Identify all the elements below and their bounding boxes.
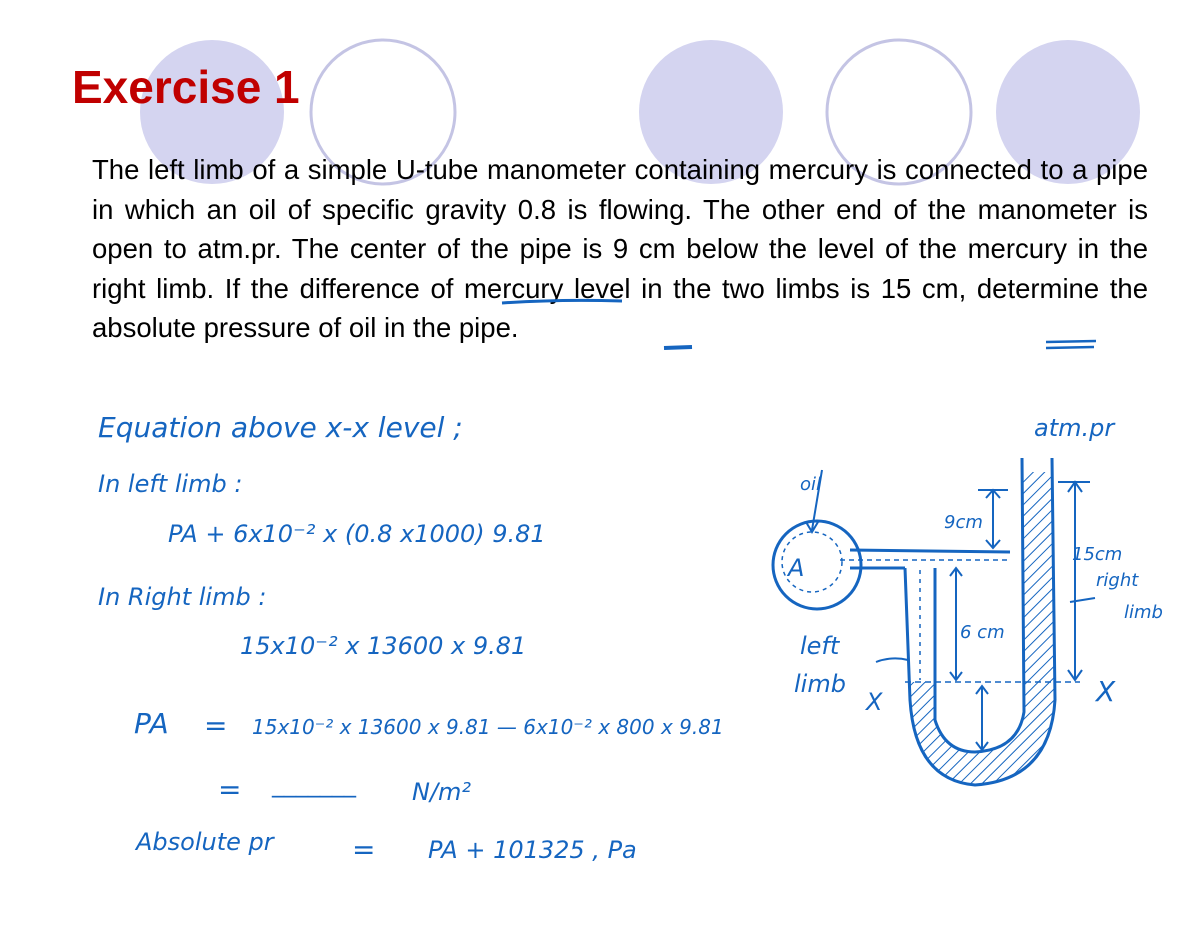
pa-equals: = (204, 709, 228, 742)
absolute-expression: PA + 101325 , Pa (428, 836, 637, 864)
pa-expression: 15x10⁻² x 13600 x 9.81 — 6x10⁻² x 800 x 9.81 (252, 715, 724, 739)
left-limb-label-line2: limb (794, 670, 846, 698)
x-level-left: X (866, 688, 883, 716)
right-limb-expression: 15x10⁻² x 13600 x 9.81 (240, 632, 527, 660)
point-a-label: A (788, 554, 805, 582)
result-blank: _______ (272, 770, 356, 798)
right-limb-label-line1: right (1096, 570, 1139, 591)
right-limb-label: In Right limb : (98, 583, 267, 611)
left-limb-label-line1: left (800, 632, 840, 660)
problem-statement: The left limb of a simple U-tube manometer containing mercury is connected to a pipe in which an oil of specific gravity 0.8 is flowing. The other end of the manometer is open to atm.pr. The center of the pipe is 9 cm below the level of the mercury in the right limb. If the difference of mercury level in the two limbs is 15 cm, determine the absolute pressure of oil in the pipe. (92, 154, 1148, 343)
solution-heading: Equation above x-x level ; (98, 411, 463, 444)
pa-symbol: PA (134, 707, 169, 740)
absolute-equals: = (352, 833, 376, 866)
connecting-pipe (850, 550, 1010, 568)
absolute-pressure-label: Absolute pr (136, 828, 274, 856)
atm-pressure-label: atm.pr (1034, 414, 1115, 442)
dimension-9cm: 9cm (944, 512, 983, 533)
right-limb-label-line2: limb (1124, 602, 1163, 623)
dimension-6cm: 6 cm (960, 622, 1005, 643)
result-unit: N/m² (412, 778, 472, 806)
pipe-cross-section (773, 521, 861, 609)
oil-label: oil (800, 474, 822, 495)
slide-title: Exercise 1 (72, 61, 300, 113)
result-equals: = (218, 773, 242, 806)
x-level-right: X (1096, 675, 1116, 708)
dimension-15cm: 15cm (1072, 544, 1123, 565)
left-limb-expression: PA + 6x10⁻² x (0.8 x1000) 9.81 (168, 520, 546, 548)
u-tube-inner (935, 458, 1024, 752)
left-limb-label: In left limb : (98, 470, 243, 498)
